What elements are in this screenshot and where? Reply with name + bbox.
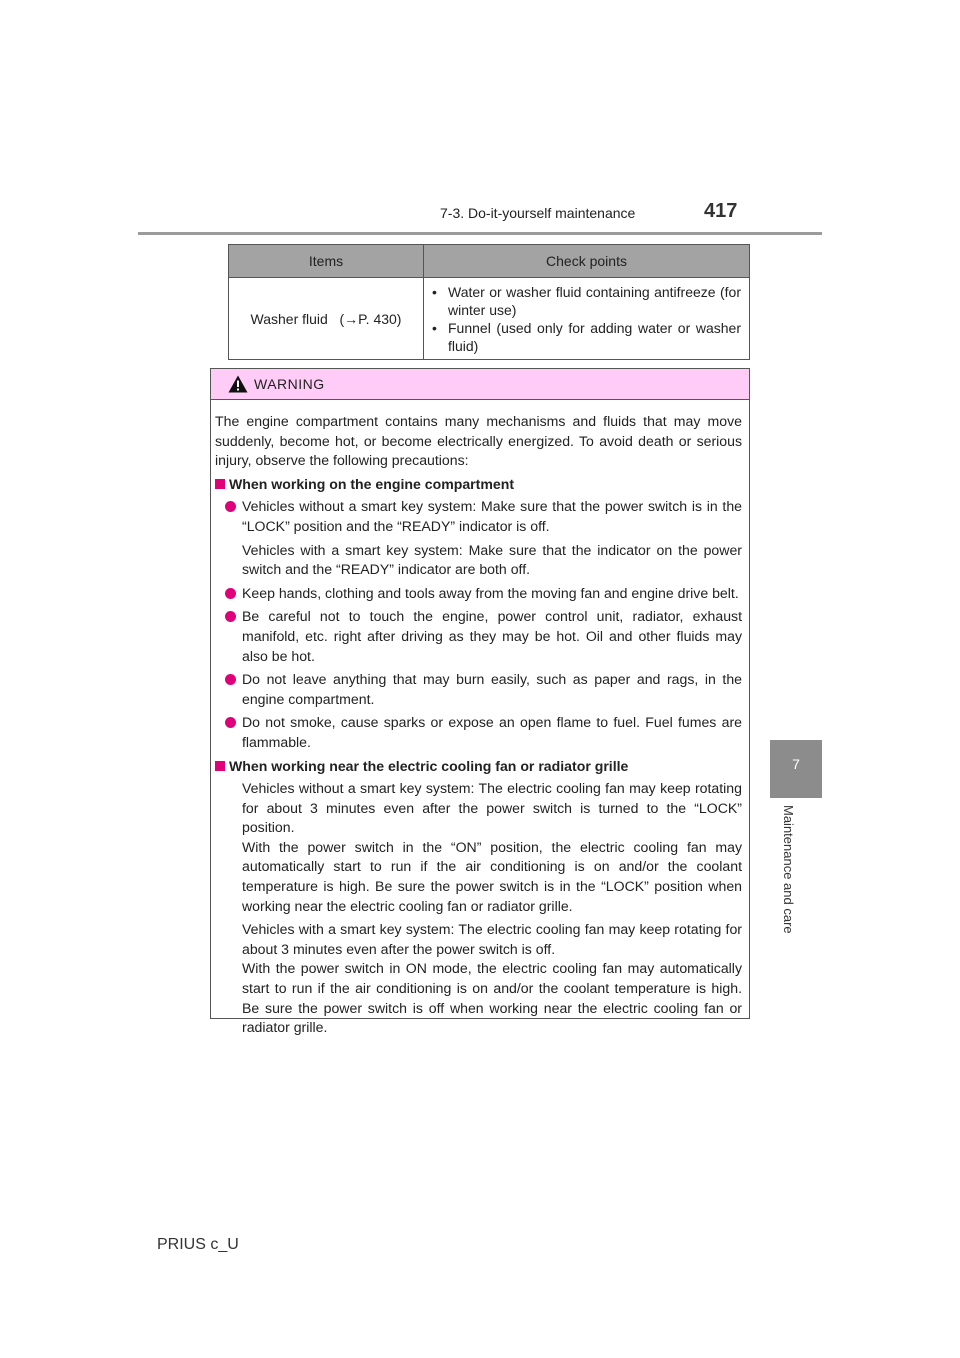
circle-bullet-icon bbox=[225, 588, 236, 599]
list-item-continuation: Vehicles with a smart key system: Make sure that the indicator on the power switch and the “READY” indicator are both off. bbox=[242, 541, 742, 578]
section-heading-engine-compartment bbox=[215, 475, 742, 495]
warning-header bbox=[211, 369, 749, 400]
page-number: 417 bbox=[704, 200, 738, 222]
warning-title: WARNING bbox=[254, 376, 325, 392]
section-heading-text: When working on the engine compartment bbox=[229, 475, 515, 492]
paragraph-block bbox=[215, 779, 742, 916]
section-heading-text: When working near the electric cooling fan or radiator grille bbox=[229, 757, 629, 774]
list-item bbox=[215, 497, 742, 536]
warning-box bbox=[210, 368, 750, 1036]
chapter-number: 7 bbox=[792, 756, 800, 772]
square-bullet-icon bbox=[215, 761, 225, 771]
circle-bullet-icon bbox=[225, 717, 236, 728]
item-cell bbox=[229, 278, 424, 360]
check-point-item: • Water or washer fluid containing antifreeze (for winter use) bbox=[432, 283, 741, 319]
list-item-text: Do not smoke, cause sparks or expose an open flame to fuel. Fuel fumes are flammable. bbox=[242, 714, 742, 750]
circle-bullet-icon bbox=[225, 611, 236, 622]
circle-bullet-icon bbox=[225, 501, 236, 512]
list-item-text: Be careful not to touch the engine, power control unit, radiator, exhaust manifold, etc. right after driving as they may be hot. Oil and other fluids may also be hot. bbox=[242, 608, 742, 664]
paragraph: Vehicles with a smart key system: The electric cooling fan may keep rotating for about 3 minutes even after the power switch is off. bbox=[242, 921, 742, 957]
warning-intro: The engine compartment contains many mechanisms and fluids that may move suddenly, become hot, or become electrically energized. To avoid death or serious injury, observe the following precautions: bbox=[215, 413, 742, 469]
list-item bbox=[215, 713, 742, 752]
list-item-text: Vehicles without a smart key system: Make sure that the power switch is in the “LOCK” position and the “READY” indicator is off. bbox=[242, 498, 742, 534]
list-item-text: Do not leave anything that may burn easily, such as paper and rags, in the engine compartment. bbox=[242, 671, 742, 707]
warning-triangle-icon bbox=[228, 375, 248, 398]
list-item bbox=[215, 607, 742, 666]
column-header-items: Items bbox=[229, 245, 424, 278]
check-points-table bbox=[228, 244, 750, 360]
arrow-icon: → bbox=[344, 310, 359, 327]
item-label: Washer fluid ( bbox=[250, 310, 345, 327]
table-row bbox=[229, 278, 750, 360]
paragraph-block bbox=[215, 920, 742, 1038]
section-heading-cooling-fan bbox=[215, 757, 742, 777]
list-item bbox=[215, 584, 742, 604]
list-item bbox=[215, 670, 742, 709]
list-item-text: Keep hands, clothing and tools away from the moving fan and engine drive belt. bbox=[242, 584, 739, 601]
paragraph: With the power switch in the “ON” position, the electric cooling fan may automatically start to run if the air conditioning is on and/or the coolant temperature is high. Be sure the power switch is in the “LOCK” position when working near the electric cooling fan or radiator grille. bbox=[242, 838, 742, 914]
column-header-check-points: Check points bbox=[424, 245, 750, 278]
square-bullet-icon bbox=[215, 479, 225, 489]
table-header-row bbox=[229, 245, 750, 278]
chapter-tab bbox=[770, 740, 822, 798]
page-reference-link[interactable]: P. 430) bbox=[358, 310, 402, 327]
chapter-title: Maintenance and care bbox=[781, 805, 796, 934]
paragraph: Vehicles without a smart key system: The electric cooling fan may keep rotating for about 3 minutes even after the power switch is turned to the “LOCK” position. bbox=[242, 780, 742, 836]
warning-body bbox=[211, 400, 749, 1038]
paragraph: With the power switch in ON mode, the electric cooling fan may automatically start to run if the air conditioning is on and/or the coolant temperature is high. Be sure the power switch is off when working near the electric cooling fan or radiator grille. bbox=[242, 960, 742, 1036]
section-title: 7-3. Do-it-yourself maintenance bbox=[440, 205, 636, 221]
header-rule bbox=[138, 232, 822, 235]
circle-bullet-icon bbox=[225, 674, 236, 685]
model-code: PRIUS c_U bbox=[157, 1236, 239, 1253]
check-point-item: • Funnel (used only for adding water or washer fluid) bbox=[432, 319, 741, 355]
check-points-cell bbox=[424, 278, 750, 360]
